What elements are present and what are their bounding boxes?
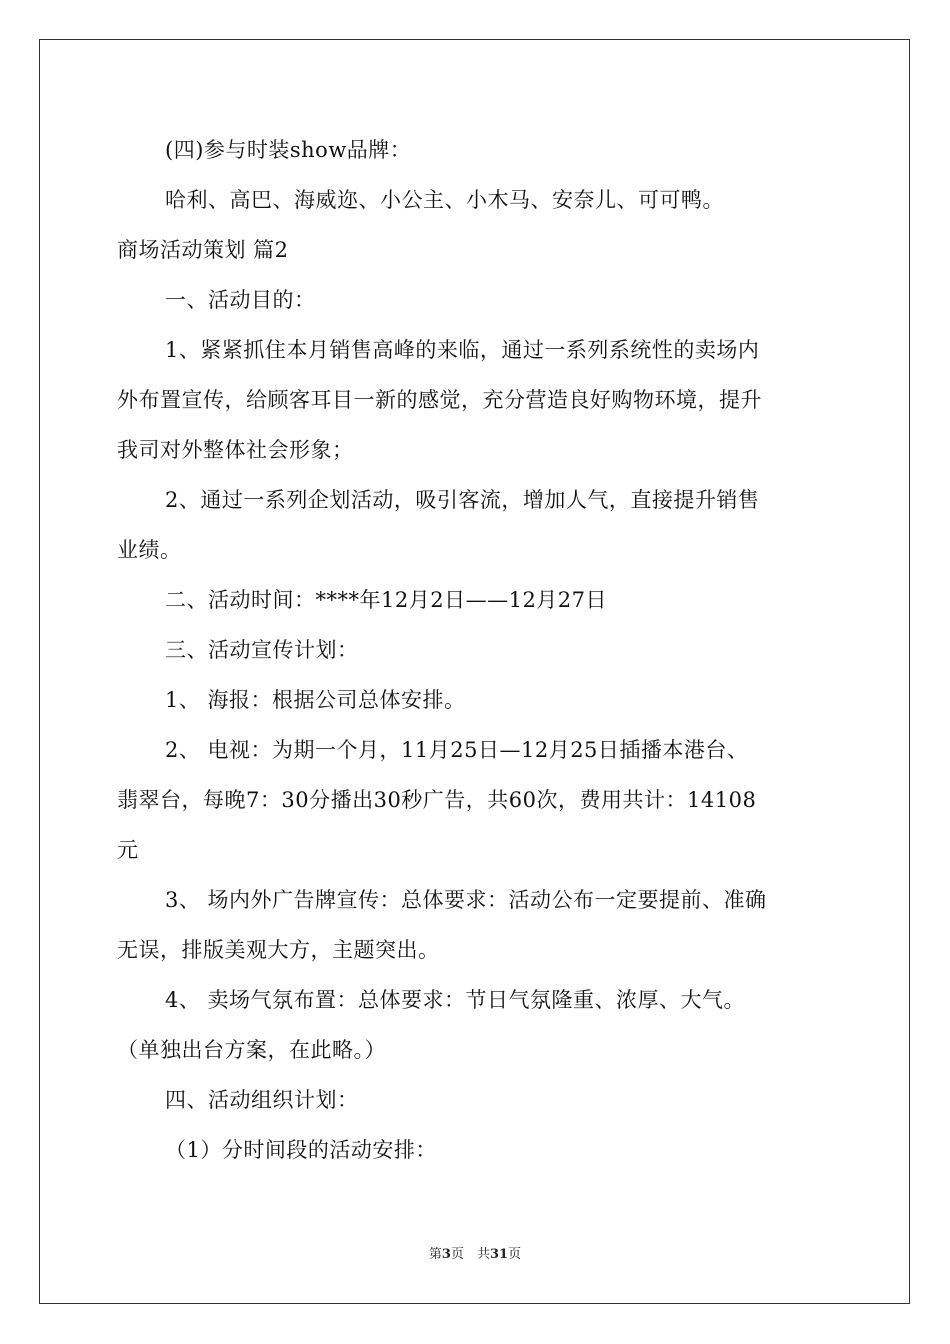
paragraph-schedule: （1）分时间段的活动安排： [165,1138,437,1162]
paragraph-brands-heading: (四)参与时装show品牌： [165,138,412,162]
paragraph-poster: 1、 海报：根据公司总体安排。 [165,688,466,712]
paragraph-purpose-1-line2: 外布置宣传，给顾客耳目一新的感觉，充分营造良好购物环境，提升 [117,388,762,412]
paragraph-purpose-1-line1: 1、紧紧抓住本月销售高峰的来临，通过一系列系统性的卖场内 [165,338,760,362]
paragraph-tv-line1: 2、 电视：为期一个月，11月25日—12月25日插播本港台、 [165,738,749,762]
paragraph-tv-line3: 元 [117,838,139,862]
section-title: 商场活动策划 篇2 [117,238,289,262]
heading-promotion-plan: 三、活动宣传计划： [165,638,359,662]
page-frame [39,39,910,1304]
footer-middle: 页 共 [450,1247,490,1262]
paragraph-atmosphere-line2: （单独出台方案，在此略。） [117,1038,386,1062]
paragraph-purpose-1-line3: 我司对外整体社会形象； [117,438,354,462]
footer-prefix: 第 [428,1247,442,1262]
paragraph-billboard-line2: 无误，排版美观大方，主题突出。 [117,938,440,962]
paragraph-billboard-line1: 3、 场内外广告牌宣传：总体要求：活动公布一定要提前、准确 [165,888,767,912]
paragraph-tv-line2: 翡翠台，每晚7：30分播出30秒广告，共60次，费用共计：14108 [117,788,757,812]
heading-activity-purpose: 一、活动目的： [165,288,316,312]
paragraph-atmosphere-line1: 4、 卖场气氛布置：总体要求：节日气氛隆重、浓厚、大气。 [165,988,746,1012]
page-footer [0,1246,950,1264]
footer-page-number: 3 [441,1247,451,1262]
paragraph-brands-list: 哈利、高巴、海威迩、小公主、小木马、安奈儿、可可鸭。 [165,188,724,212]
heading-activity-time: 二、活动时间：****年12月2日——12月27日 [165,588,608,612]
footer-suffix: 页 [508,1247,522,1262]
paragraph-purpose-2-line2: 业绩。 [117,538,182,562]
heading-organization-plan: 四、活动组织计划： [165,1088,359,1112]
footer-total-pages: 31 [489,1247,509,1262]
paragraph-purpose-2-line1: 2、通过一系列企划活动，吸引客流，增加人气，直接提升销售 [165,488,760,512]
